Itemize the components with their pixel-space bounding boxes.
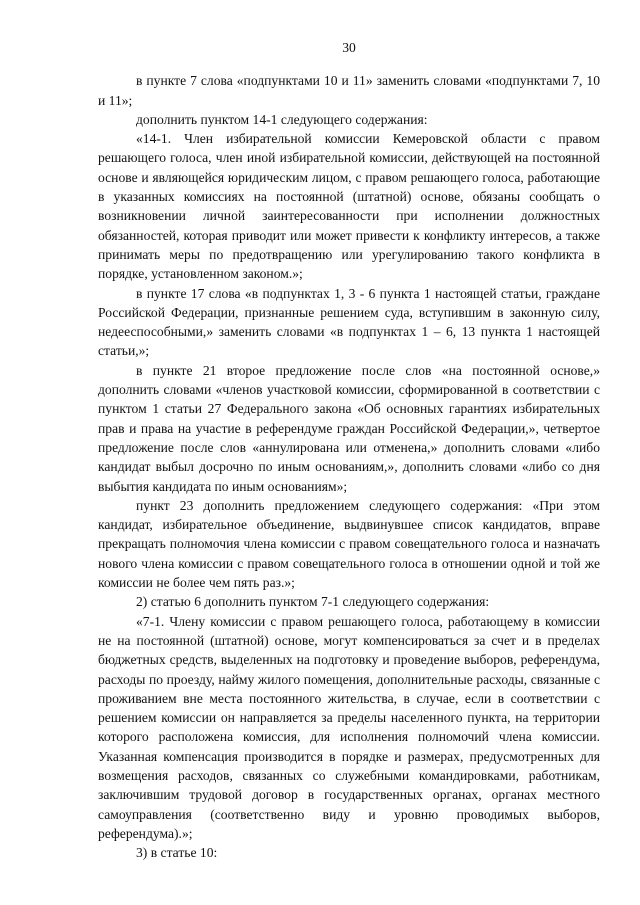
paragraph-add-point-14-1: дополнить пунктом 14-1 следующего содержания: bbox=[136, 111, 428, 127]
paragraph-amend-point-21: в пункте 21 второе предложение после слов «на постоянной основе,» дополнить словами «членов участковой комиссии, сформированной в соответствии с пунктом 1 статьи 27 Федерального закона «Об основных гарантиях избирательных прав и права на участие в референдуме граждан Российской Федерации,», четвертое предложение после слов «аннулирована или отменена,» дополнить словами «либо кандидат выбыл досрочно по иным основаниям,», дополнить словами «либо со дня выбытия кандидата по иным основаниям»; bbox=[98, 362, 600, 494]
paragraph-point-14-1-text: «14-1. Член избирательной комиссии Кемеровской области с правом решающего голоса, член иной избирательной комиссии, действующей на постоянной основе и являющейся юридическим лицом, с правом решающего голоса, работающие в указанных комиссиях на постоянной (штатной) основе, обязаны сообщать о возникновении личной заинтересованности при исполнении должностных обязанностей, которая приводит или может привести к конфликту интересов, а также принимать меры по предотвращению или урегулированию такого конфликта в порядке, установленном законом.»; bbox=[98, 131, 600, 282]
paragraph-amend-point-17: в пункте 17 слова «в подпунктах 1, 3 - 6 пункта 1 настоящей статьи, граждане Российской Федерации, признанные решением суда, вступившим в законную силу, недееспособными,» заменить словами «в подпунктах 1 – 6, 13 пункта 1 настоящей статьи,»; bbox=[98, 285, 600, 359]
document-body bbox=[98, 71, 600, 862]
paragraph-article-10: 3) в статье 10: bbox=[136, 845, 218, 861]
page-number: 30 bbox=[342, 40, 356, 55]
paragraph-amend-point-23: пункт 23 дополнить предложением следующего содержания: «При этом кандидат, избирательное объединение, выдвинувшее список кандидатов, вправе прекращать полномочия члена комиссии с правом совещательного голоса и назначать нового члена комиссии с правом совещательного голоса в отношении одной и той же комиссии не более чем пять раз.»; bbox=[98, 497, 600, 591]
paragraph-point-7-1-text: «7-1. Члену комиссии с правом решающего голоса, работающему в комиссии не на постоянной (штатной) основе, могут компенсироваться за счет и в пределах бюджетных средств, выделенных на подготовку и проведение выборов, референдума, расходы по проезду, найму жилого помещения, дополнительные расходы, связанные с проживанием вне места постоянного жительства, в случае, если в соответствии с решением комиссии он направляется за пределы населенного пункта, на территории которого расположена комиссия, для исполнения полномочий члена комиссии. Указанная компенсация производится в порядке и размерах, предусмотренных для возмещения расходов, связанных со служебными командировками, работникам, заключившим трудовой договор в государственных органах, органах местного самоуправления (соответственно виду и уровню проводимых выборов, референдума).»; bbox=[98, 613, 600, 841]
paragraph-amend-point-7: в пункте 7 слова «подпунктами 10 и 11» заменить словами «подпунктами 7, 10 и 11»; bbox=[98, 73, 600, 108]
paragraph-article-6: 2) статью 6 дополнить пунктом 7-1 следующего содержания: bbox=[136, 594, 490, 610]
